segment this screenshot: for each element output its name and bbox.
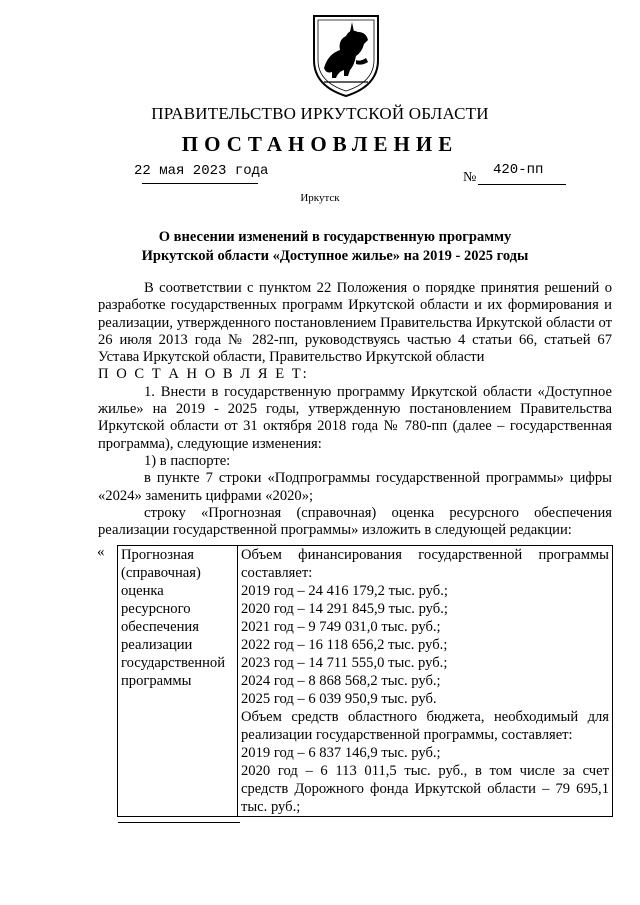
table-line: 2022 год – 16 118 656,2 тыс. руб.; xyxy=(241,637,448,653)
resolves-word: П О С Т А Н О В Л Я Е Т: xyxy=(98,366,309,383)
table-open-quote: « xyxy=(97,544,105,560)
table-line: 2019 год – 24 416 179,2 тыс. руб.; xyxy=(241,583,448,599)
coat-of-arms-icon xyxy=(310,10,382,98)
number-sign: № xyxy=(463,170,477,185)
table-line: 2025 год – 6 039 950,9 тыс. руб. xyxy=(241,691,437,707)
paragraph-subprograms: в пункте 7 строки «Подпрограммы государственной программы» цифры «2024» заменить цифрами «2020»; xyxy=(98,470,612,504)
table-line: Объем финансирования государственной программы составляет: xyxy=(241,547,609,581)
decree-date: 22 мая 2023 года xyxy=(134,163,269,179)
decree-heading: ПОСТАНОВЛЕНИЕ xyxy=(181,132,459,156)
table-row xyxy=(118,546,613,817)
document-title: О внесении изменений в государственную программу Иркутской области «Доступное жилье» на 2019 - 2025 годы xyxy=(141,229,529,264)
table-row-label: Прогнозная (справочная) оценка ресурсного обеспечения реализации государственной программы xyxy=(118,546,238,817)
paragraph-passport: 1) в паспорте: xyxy=(144,452,231,469)
table-line: 2020 год – 6 113 011,5 тыс. руб., в том числе за счет средств Дорожного фонда Иркутской области – 79 695,1 тыс. руб.; xyxy=(241,763,609,815)
table-row-value xyxy=(238,546,613,817)
number-underline xyxy=(478,184,566,185)
passport-table xyxy=(117,545,613,817)
paragraph-resource-row: строку «Прогнозная (справочная) оценка ресурсного обеспечения реализации государственной программы» изложить в следующей редакции: xyxy=(98,504,612,539)
table-line: 2021 год – 9 749 031,0 тыс. руб.; xyxy=(241,619,441,635)
document-body xyxy=(98,280,612,539)
date-underline xyxy=(142,183,258,184)
table-line: 2024 год – 8 868 568,2 тыс. руб.; xyxy=(241,673,441,689)
paragraph-item-1: 1. Внести в государственную программу Иркутской области «Доступное жилье» на 2019 - 2025 годы, утвержденную постановлением Правительства Иркутской области от 31 октября 2018 года № 780-пп (далее – государственная программа), следующие изменения: xyxy=(98,383,612,452)
table-line: Объем средств областного бюджета, необходимый для реализации государственной программы, составляет: xyxy=(241,709,609,743)
government-name: ПРАВИТЕЛЬСТВО ИРКУТСКОЙ ОБЛАСТИ xyxy=(151,104,489,123)
table-line: 2023 год – 14 711 555,0 тыс. руб.; xyxy=(241,655,448,671)
decree-number: 420-пп xyxy=(493,162,544,178)
paragraph-basis: В соответствии с пунктом 22 Положения о порядке принятия решений о разработке государственных программ Иркутской области и их формирования и реализации, утвержденного постановлением Правительства Иркутской области от 26 июля 2013 года № 282-пп, руководствуясь частью 4 статьи 66, статьей 67 Устава Иркутской области, Правительство Иркутской области xyxy=(98,280,612,366)
city: Иркутск xyxy=(300,192,340,204)
table-line: 2020 год – 14 291 845,9 тыс. руб.; xyxy=(241,601,448,617)
table-line: 2019 год – 6 837 146,9 тыс. руб.; xyxy=(241,745,441,761)
table-bottom-line xyxy=(118,822,240,823)
